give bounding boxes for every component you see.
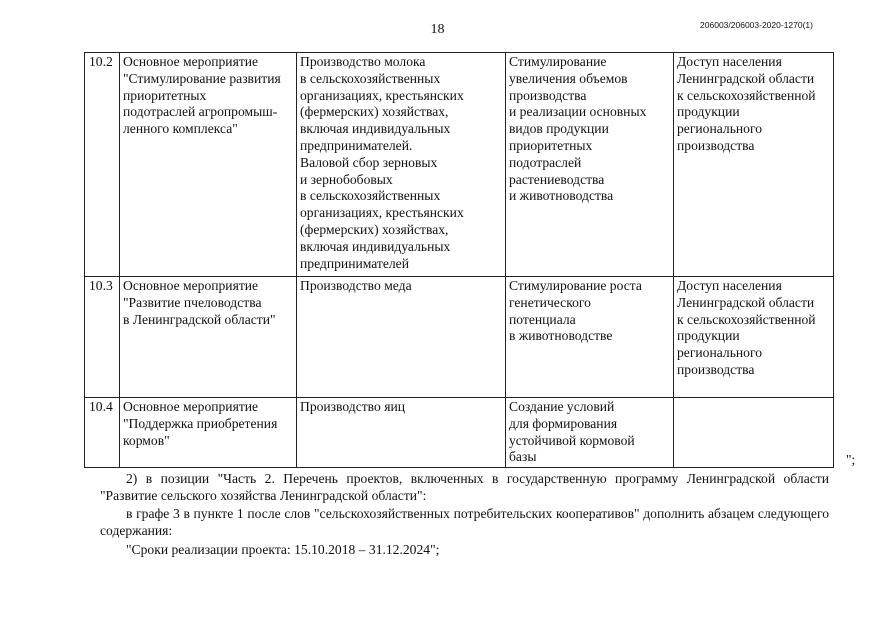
paragraph-column3: в графе 3 в пункте 1 после слов "сельскохозяйственных потребительских кооперативов" дополнить абзацем следующего содержания: — [100, 506, 829, 538]
result-text: Доступ населения Ленинградской области к сельскохозяйственной продукции регионального производства — [677, 278, 816, 377]
measure-text: Основное мероприятие "Стимулирование развития приоритетных подотраслей агропромыш- ленного комплекса" — [123, 54, 281, 137]
goal-cell — [506, 398, 674, 468]
goal-cell — [506, 53, 674, 277]
row-number: 10.2 — [89, 54, 113, 69]
row-number: 10.3 — [89, 278, 113, 293]
paragraph-part2: 2) в позиции "Часть 2. Перечень проектов, включенных в государственную программу Ленинградской области "Развитие сельского хозяйства Ленинградской области": — [100, 471, 829, 503]
row-number: 10.4 — [89, 399, 113, 414]
measure-text: Основное мероприятие "Поддержка приобретения кормов" — [123, 399, 278, 448]
table-row — [85, 53, 834, 277]
paragraph-dates: "Сроки реализации проекта: 15.10.2018 – 31.12.2024"; — [126, 542, 440, 557]
measure-cell — [120, 277, 297, 398]
row-number-cell — [85, 277, 120, 398]
goal-cell — [506, 277, 674, 398]
result-text: Доступ населения Ленинградской области к сельскохозяйственной продукции регионального производства — [677, 54, 816, 153]
indicator-text: Производство молока в сельскохозяйственных организациях, крестьянских (фермерских) хозяйствах, включая индивидуальных предпринимателей. Валовой сбор зерновых и зернобобовых в сельскохозяйственных организациях, крестьянских (фермерских) хозяйствах, включая индивидуальных предпринимателей — [300, 54, 464, 271]
indicator-cell — [297, 398, 506, 468]
measure-cell — [120, 398, 297, 468]
measures-table — [84, 52, 834, 468]
goal-text: Стимулирование роста генетического потенциала в животноводстве — [509, 278, 642, 344]
measure-cell — [120, 53, 297, 277]
indicator-cell — [297, 53, 506, 277]
goal-text: Стимулирование увеличения объемов производства и реализации основных видов продукции приоритетных подотраслей растениеводства и животноводства — [509, 54, 647, 204]
result-cell — [674, 53, 834, 277]
goal-text: Создание условий для формирования устойчивой кормовой базы — [509, 399, 635, 465]
result-cell — [674, 277, 834, 398]
closing-quote-mark: "; — [846, 452, 856, 467]
table-row — [85, 398, 834, 468]
row-number-cell — [85, 398, 120, 468]
measure-text: Основное мероприятие "Развитие пчеловодства в Ленинградской области" — [123, 278, 276, 327]
indicator-text: Производство меда — [300, 278, 412, 293]
table-row — [85, 277, 834, 398]
indicator-cell — [297, 277, 506, 398]
row-number-cell — [85, 53, 120, 277]
indicator-text: Производство яиц — [300, 399, 405, 414]
page-number: 18 — [430, 22, 445, 37]
result-cell — [674, 398, 834, 468]
document-code: 206003/206003-2020-1270(1) — [700, 20, 813, 30]
